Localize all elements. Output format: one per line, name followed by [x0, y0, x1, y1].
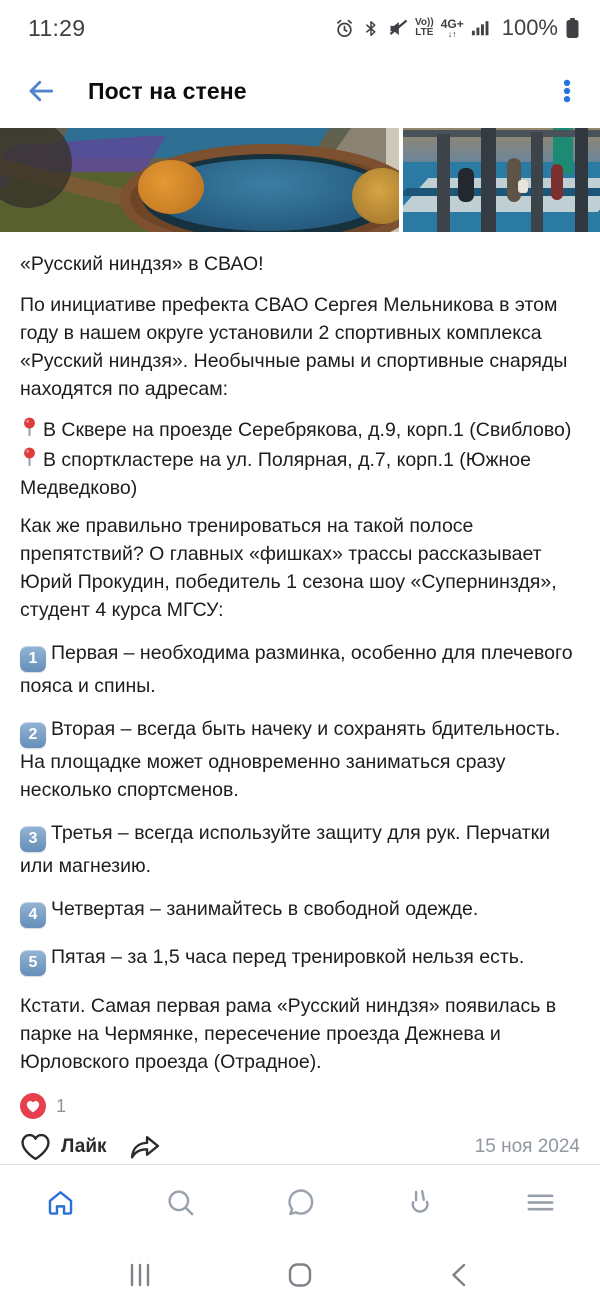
- keycap-3-icon: 3: [20, 826, 46, 852]
- more-options-button[interactable]: [550, 74, 584, 108]
- post-photos: [0, 128, 600, 232]
- heart-outline-icon: [20, 1132, 51, 1162]
- tab-home[interactable]: [0, 1187, 120, 1218]
- post-actions: [20, 1132, 580, 1162]
- hand-peace-icon: [405, 1187, 436, 1218]
- post-paragraph: Кстати. Самая первая рама «Русский ниндзя» появилась в парке на Чермянке, пересечение проезда Дежнева и Юрловского проезда (Отрадное).: [20, 995, 557, 1073]
- tip-text: Третья – всегда используйте защиту для рук. Перчатки или магнезию.: [20, 822, 551, 877]
- battery-percent: 100%: [501, 15, 558, 40]
- tip-item: [20, 819, 580, 880]
- tip-item: [20, 943, 580, 976]
- keycap-1-icon: 1: [20, 646, 46, 672]
- app-header: [0, 56, 600, 126]
- post-paragraph: По инициативе префекта СВАО Сергея Мельникова в этом году в нашем округе установили 2 спортивных комплекса «Русский ниндзя». Необычные рамы и спортивные снаряды находятся по адресам:: [20, 294, 568, 400]
- post-paragraph: Как же правильно тренироваться на такой полосе препятствий? О главных «фишках» трассы рассказывает Юрий Прокудин, победитель 1 сезона шоу «Супернинздя», студент 4 курса МГСУ:: [20, 515, 557, 621]
- tip-item: [20, 895, 580, 928]
- like-button[interactable]: [20, 1132, 107, 1162]
- post-title-line: «Русский ниндзя» в СВАО!: [20, 253, 264, 275]
- tip-text: Четвертая – занимайтесь в свободной одежде.: [51, 898, 479, 920]
- signal-strength-icon: [471, 18, 491, 38]
- tip-text: Первая – необходима разминка, особенно для плечевого пояса и спины.: [20, 642, 573, 697]
- app-tab-bar: [0, 1165, 600, 1251]
- hamburger-menu-icon: [525, 1187, 556, 1218]
- back-nav-button[interactable]: [440, 1255, 480, 1295]
- recent-apps-icon: [127, 1262, 153, 1288]
- status-bar: [0, 0, 600, 56]
- tip-text: Вторая – всегда быть начеку и сохранять бдительность. На площадке может одновременно заниматься сразу несколько спортсменов.: [20, 718, 561, 801]
- back-button[interactable]: [24, 74, 58, 108]
- recents-button[interactable]: [120, 1255, 160, 1295]
- keycap-2-icon: 2: [20, 722, 46, 748]
- network-type-indicator: 4G+ ↓↑: [440, 16, 464, 39]
- share-arrow-icon: [129, 1132, 162, 1162]
- page-title: Пост на стене: [88, 77, 247, 104]
- tip-item: [20, 715, 580, 804]
- round-pushpin-icon: [22, 417, 37, 439]
- post-body: [0, 232, 600, 1164]
- keycap-4-icon: 4: [20, 902, 46, 928]
- keycap-5-icon: 5: [20, 950, 46, 976]
- photo-park-aerial[interactable]: [0, 128, 399, 232]
- volte-indicator: Vo)) LTE: [415, 17, 434, 38]
- reactions-summary[interactable]: [20, 1092, 580, 1120]
- battery-icon: [565, 16, 580, 40]
- android-home-icon: [287, 1262, 313, 1288]
- bluetooth-icon: [362, 18, 380, 39]
- address-item: [20, 446, 580, 502]
- chat-bubble-icon: [285, 1187, 316, 1218]
- tab-messenger[interactable]: [240, 1187, 360, 1218]
- tip-text: Пятая – за 1,5 часа перед тренировкой нельзя есть.: [51, 946, 525, 968]
- home-icon: [45, 1187, 76, 1218]
- search-icon: [165, 1187, 196, 1218]
- home-button[interactable]: [280, 1255, 320, 1295]
- like-count: 1: [56, 1096, 67, 1116]
- photo-playground[interactable]: [403, 128, 600, 232]
- android-back-icon: [448, 1262, 472, 1288]
- clock: 11:29: [28, 14, 86, 41]
- tab-clips[interactable]: [360, 1187, 480, 1218]
- status-icons: [334, 15, 580, 41]
- heart-reaction-icon: [20, 1093, 46, 1119]
- tab-search[interactable]: [120, 1187, 240, 1218]
- share-button[interactable]: [129, 1132, 162, 1162]
- tab-menu[interactable]: [480, 1187, 600, 1218]
- android-nav-bar: [0, 1251, 600, 1299]
- address-text: В спорткластере на ул. Полярная, д.7, корп.1 (Южное Медведково): [20, 449, 531, 499]
- like-button-label: Лайк: [61, 1136, 107, 1157]
- address-text: В Сквере на проезде Серебрякова, д.9, корп.1 (Свиблово): [43, 419, 572, 441]
- alarm-icon: [334, 18, 355, 39]
- address-item: [20, 416, 580, 444]
- tip-item: [20, 639, 580, 700]
- post-date: 15 ноя 2024: [474, 1136, 580, 1157]
- mute-icon: [387, 18, 408, 39]
- round-pushpin-icon: [22, 447, 37, 469]
